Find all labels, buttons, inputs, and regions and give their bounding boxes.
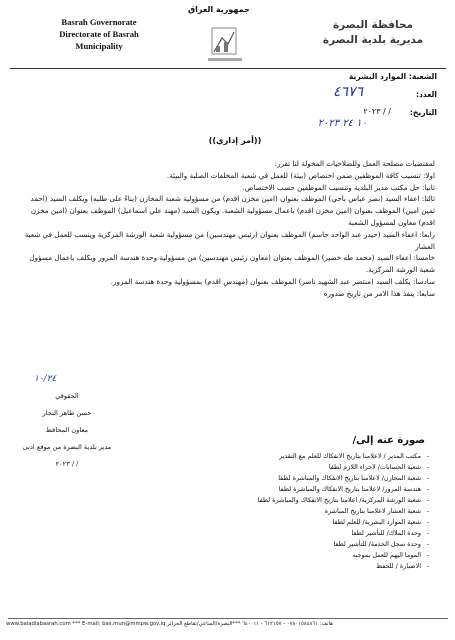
body-intro: لمقتضيات مصلحة العمل وللصلاحيات المخولة لنا تقرر: <box>274 159 435 168</box>
sig-office: مدير بلدية البصرة من موقع ادنى <box>22 443 112 451</box>
division-label: الشعبة: الموارد البشرية <box>348 72 437 81</box>
sig-date: / / ٢٠٢٣ <box>55 460 79 468</box>
arabic-header <box>313 18 433 48</box>
body-item-2: ثانيا: حل مكتب مدير البلدية وتنسيب الموظفين حسب الاختصاص. <box>242 182 435 192</box>
sig-name: حسن طاهر النجار <box>42 409 92 417</box>
cc-item: - شعبة الورشة المركزية/ اعلامنا بتاريخ الانفكاك والمباشرة لطفا <box>171 495 421 506</box>
ar-header-line-2: مديرية بلدية البصرة <box>322 34 424 46</box>
signature-hand-date: ١٠/٢٤ <box>34 374 57 384</box>
ar-header-line-1: محافظة البصرة <box>332 19 414 31</box>
body-item-5: خامسا: اعفاء السيد (محمد طه خضير) الموظف بعنوان (معاون رئيس مهندسين) من مسؤولية وحدة هندسة المرور ويكلف باعمال مسؤول شعبة الورشة المركزية. <box>29 253 435 275</box>
body-item-1: اولا: تنسيب كافة الموظفين ضمن اختصاص (بيئة) للعمل في شعبة المخلفات الصلبة والبيئة. <box>166 170 435 180</box>
cc-item: - شعبة المخازن/ لاعلامنا بتاريخ الانفكاك والمباشرة لطفا <box>171 473 421 484</box>
cc-item: - شعبة الموارد البشرية/ للعلم لطفا <box>171 517 421 528</box>
basrah-municipality-logo <box>200 18 252 68</box>
cc-item: - وحدة الملاك/ للتأشير لطفا <box>171 528 421 539</box>
cc-item: - الموما اليهم للعمل بموجبه <box>171 550 421 561</box>
cc-item: - وحدة سجل الخدمة/ للتأشير لطفا <box>171 539 421 550</box>
date-handwritten: ١٠ ٢٤ ٢٠٢٣ <box>317 118 367 129</box>
body-item-3: ثالثا: اعفاء السيد (نصر عباس باجي) الموظف بعنوان (امين مخزن اقدم) من مسؤولية شعبة المخازن (بناءً على طلبه) ويكلف السيد (احمد ثمين امين) الموظف بعنوان (امين مخزن اقدم) باعمال مسؤولية الشعبة. ويكون السيد (مهند علي اسماعيل) الموظف بعنوان (امين مخزن اقدم) معاون لمسؤول الشعبة <box>30 194 435 227</box>
sig-title: الحقوقي <box>55 392 79 400</box>
signature-block <box>22 372 112 473</box>
en-header-line-2: Directorate of Basrah <box>59 29 139 39</box>
cc-item: - الاضبارة / للحفظ <box>171 561 421 572</box>
body-item-6: سادسا: يكلف السيد (منتصر عبد الشهيد ناصر) الموظف بعنوان (مهندس اقدم) بمسؤولية وحدة هندسة المرور. <box>110 276 435 286</box>
cc-title: صورة عنه إلى/ <box>352 435 425 446</box>
footer-contact: www.baladiabasrah.com *** E-mail: bas.mun@mmpw.gov.iq هاتف: ٠٧٨٠١٥٨٤٨٦١ - ٦١٢١٥٧ - ٦٤٠٠١١ ***البصرة/الساعي/تقاطع الجزائر <box>6 621 333 627</box>
order-body <box>17 158 435 300</box>
number-value: ٤٦٧٦ <box>332 84 363 100</box>
cc-list <box>171 451 431 572</box>
body-item-4: رابعا: اعفاء السيد (حيدر عبد الواحد جاسم) الموظف بعنوان (رئيس مهندسين) من مسؤولية شعبة الورشة المركزية وينسب للعمل في شعبة العشار <box>24 229 435 251</box>
en-header-line-3: Municipality <box>75 41 123 51</box>
english-header <box>24 16 174 52</box>
date-label: التاريخ: <box>409 108 437 117</box>
republic-label: جمهورية العراق <box>188 5 250 14</box>
header-divider <box>10 68 446 69</box>
date-value: / / ٢٠٢٣ <box>363 107 391 116</box>
order-title: ((أمر إداري)) <box>208 135 262 145</box>
footer-divider <box>8 618 448 619</box>
en-header-line-1: Basrah Governorate <box>61 17 137 27</box>
body-item-7: سابعا: ينفذ هذا الامر من تاريخ صدوره <box>323 288 435 298</box>
cc-item: - هندسة المرور/ لاعلامنا بتاريخ الانفكاك والمباشرة لطفا <box>171 484 421 495</box>
sig-position: معاون المحافظ <box>45 426 89 434</box>
cc-item: - شعبة العشار لاعلامنا بتاريخ المباشرة <box>171 506 421 517</box>
number-label: العدد: <box>415 90 437 99</box>
cc-item: - مكتب المدير / لاعلامنا بتاريخ الانفكاك للعلم مع التقدير <box>171 451 421 462</box>
cc-item: - شعبة الحسابات/ لاجراء اللازم لطفا <box>171 462 421 473</box>
